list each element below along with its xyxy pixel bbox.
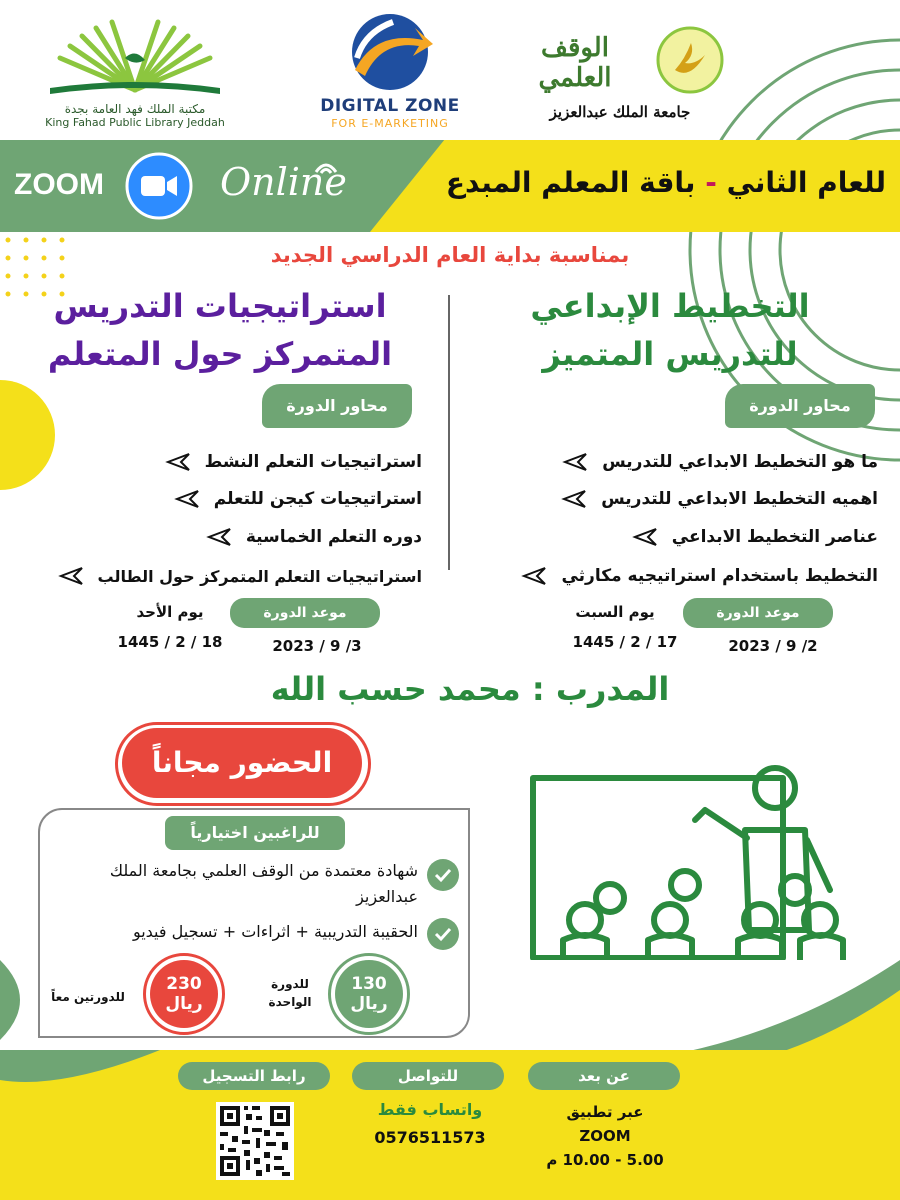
banner-dash: - xyxy=(705,166,717,199)
column-divider xyxy=(448,295,450,570)
price-single-label: للدورة الواحدة xyxy=(268,977,312,1009)
digital-zone-title: DIGITAL ZONE xyxy=(320,96,460,116)
arrow-icon xyxy=(58,566,84,586)
arrow-icon xyxy=(561,489,587,509)
benefit-certificate: شهادة معتمدة من الوقف العلمي بجامعة الملك عبدالعزيز xyxy=(109,861,418,906)
course-right-topic-4 xyxy=(521,566,878,586)
footer-contact-label: للتواصل xyxy=(352,1062,504,1090)
footer-remote-line3: 5.00 - 10.00 م xyxy=(546,1151,664,1169)
topic-text: استراتيجيات التعلم المتمركز حول الطالب xyxy=(97,566,422,586)
digital-zone-logo xyxy=(310,10,470,135)
course-right-title-line1: التخطيط الإبداعي xyxy=(530,287,810,325)
price-single-value: 130 xyxy=(351,974,387,994)
banner-title-part2: باقة المعلم المبدع xyxy=(445,166,696,199)
course-left-axes-label: محاور الدورة xyxy=(262,384,412,428)
course-left-day: يوم الأحد xyxy=(136,603,204,621)
wifi-icon xyxy=(312,154,340,176)
topic-text: ما هو التخطيط الابداعي للتدريس xyxy=(602,452,878,472)
arrow-icon xyxy=(632,527,658,547)
footer-contact-phone[interactable]: 0576511573 xyxy=(374,1128,486,1147)
course-right-topic-2 xyxy=(561,489,878,509)
banner xyxy=(0,140,900,232)
waqf-title: الوقف العلمي xyxy=(538,33,612,93)
price-both-value: 230 xyxy=(166,974,202,994)
course-right-topic-1 xyxy=(562,452,878,472)
topic-text: استراتيجيات التعلم النشط xyxy=(204,452,422,472)
course-right-title xyxy=(470,282,870,378)
check-icon xyxy=(426,917,460,951)
check-icon xyxy=(426,858,460,892)
benefit-bag: الحقيبة التدريبية + اثراءات + تسجيل فيديو xyxy=(132,922,418,941)
banner-title-part1: للعام الثاني xyxy=(726,166,886,199)
arrow-icon xyxy=(562,452,588,472)
footer-remote-label: عن بعد xyxy=(528,1062,680,1090)
course-left-topic-2 xyxy=(174,489,422,509)
course-right-day: يوم السبت xyxy=(575,603,655,621)
course-left-topic-4 xyxy=(58,566,422,586)
library-name-ar: مكتبة الملك فهد العامة بجدة xyxy=(64,102,206,116)
university-name: جامعة الملك عبدالعزيز xyxy=(549,103,691,121)
price-both-currency: ريال xyxy=(165,994,203,1014)
free-attendance-badge: الحضور مجاناً xyxy=(122,728,362,798)
trainer-name: المدرب : محمد حسب الله xyxy=(270,670,670,708)
course-left-title-line1: استراتيجيات التدريس xyxy=(53,287,387,325)
library-name-en: King Fahad Public Library Jeddah xyxy=(45,116,225,129)
course-left-title-line2: المتمركز حول المتعلم xyxy=(47,335,393,373)
zoom-label: ZOOM xyxy=(14,168,104,201)
course-left-gregorian: 2023 / 9 /3 xyxy=(272,637,362,655)
digital-zone-subtitle: FOR E-MARKETING xyxy=(331,117,449,130)
arrow-icon xyxy=(174,489,200,509)
price-single-currency: ريال xyxy=(350,994,388,1014)
footer-register-label: رابط التسجيل xyxy=(178,1062,330,1090)
banner-title xyxy=(446,166,886,199)
course-right-axes-label: محاور الدورة xyxy=(725,384,875,428)
course-right-gregorian: 2023 / 9 /2 xyxy=(728,637,818,655)
qr-code-icon[interactable] xyxy=(216,1102,294,1180)
price-both-label: للدورتين معاً xyxy=(51,990,125,1004)
topic-text: التخطيط باستخدام استراتيجيه مكارثي xyxy=(561,566,878,586)
library-book-icon xyxy=(40,18,230,98)
price-both-circle xyxy=(143,953,225,1035)
online-label: Online xyxy=(220,160,347,204)
footer-remote-line2: ZOOM xyxy=(579,1127,631,1145)
course-left-hijri: 1445 / 2 / 18 xyxy=(117,633,223,651)
course-right-title-line2: للتدريس المتميز xyxy=(542,335,798,373)
course-left-topic-3 xyxy=(206,527,422,547)
course-right-hijri: 1445 / 2 / 17 xyxy=(572,633,678,651)
classroom-illustration xyxy=(525,760,855,960)
course-left-topic-1 xyxy=(165,452,422,472)
course-left-schedule-label: موعد الدورة xyxy=(230,598,380,628)
arrow-icon xyxy=(206,527,232,547)
footer-remote-line1: عبر تطبيق xyxy=(566,1103,644,1121)
price-single-circle xyxy=(328,953,410,1035)
waqf-emblem-icon xyxy=(655,25,725,95)
library-logo xyxy=(40,18,230,133)
course-left-title xyxy=(20,282,420,378)
footer-remote-info xyxy=(525,1100,685,1172)
topic-text: استراتيجيات كيجن للتعلم xyxy=(213,489,422,509)
course-right-schedule-label: موعد الدورة xyxy=(683,598,833,628)
topic-text: عناصر التخطيط الابداعي xyxy=(671,527,878,547)
footer-contact-whatsapp: واتساب فقط xyxy=(377,1100,483,1119)
waqf-logo xyxy=(505,15,735,130)
course-right-topic-3 xyxy=(632,527,878,547)
zoom-camera-icon xyxy=(125,152,193,220)
occasion-text: بمناسبة بداية العام الدراسي الجديد xyxy=(270,243,630,267)
digital-zone-swirl-icon xyxy=(345,10,435,95)
arrow-icon xyxy=(165,452,191,472)
optional-label: للراغبين اختيارياً xyxy=(165,816,345,850)
topic-text: دوره التعلم الخماسية xyxy=(245,527,422,547)
topic-text: اهميه التخطيط الابداعي للتدريس xyxy=(601,489,878,509)
arrow-icon xyxy=(521,566,547,586)
